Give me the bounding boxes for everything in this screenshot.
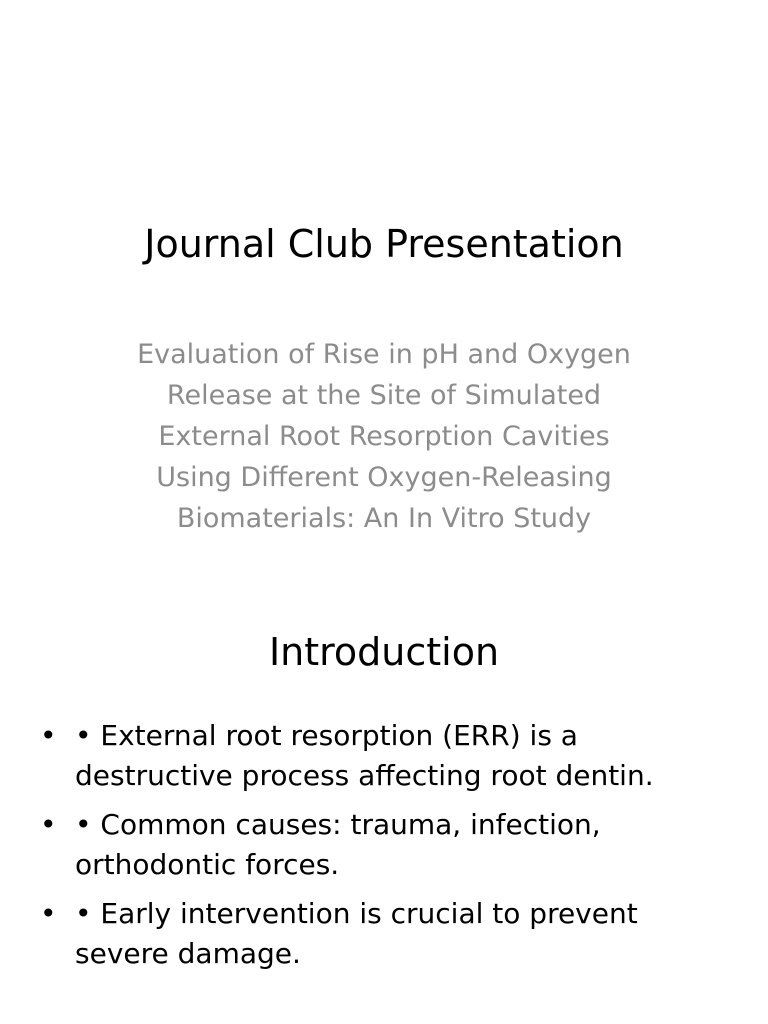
bullet-text [75,894,730,974]
bullet-line: • Early intervention is crucial to prevent [75,897,638,930]
bullet-line: orthodontic forces. [75,848,340,881]
bullet-line: • External root resorption (ERR) is a [75,719,578,752]
presentation-title: Journal Club Presentation [144,222,624,266]
bullet-list [40,716,730,983]
list-item [40,716,730,796]
bullet-icon: • [40,808,57,841]
list-item [40,805,730,885]
bullet-line: severe damage. [75,937,301,970]
subtitle-line: External Root Resorption Cavities [158,421,610,452]
bullet-icon: • [40,719,57,752]
subtitle-line: Biomaterials: An In Vitro Study [176,503,592,534]
subtitle-line: Evaluation of Rise in pH and Oxygen [137,339,631,370]
introduction-slide [0,576,768,1024]
bullet-text [75,716,730,796]
bullet-line: destructive process affecting root dentin. [75,759,654,792]
bullet-line: • Common causes: trauma, infection, [75,808,601,841]
slide-title: Introduction [268,630,500,674]
bullet-text [75,805,730,885]
subtitle-line: Release at the Site of Simulated [166,380,602,411]
bullet-icon: • [40,897,57,930]
subtitle-line: Using Different Oxygen-Releasing [156,462,612,493]
list-item [40,894,730,974]
presentation-subtitle [120,334,648,539]
